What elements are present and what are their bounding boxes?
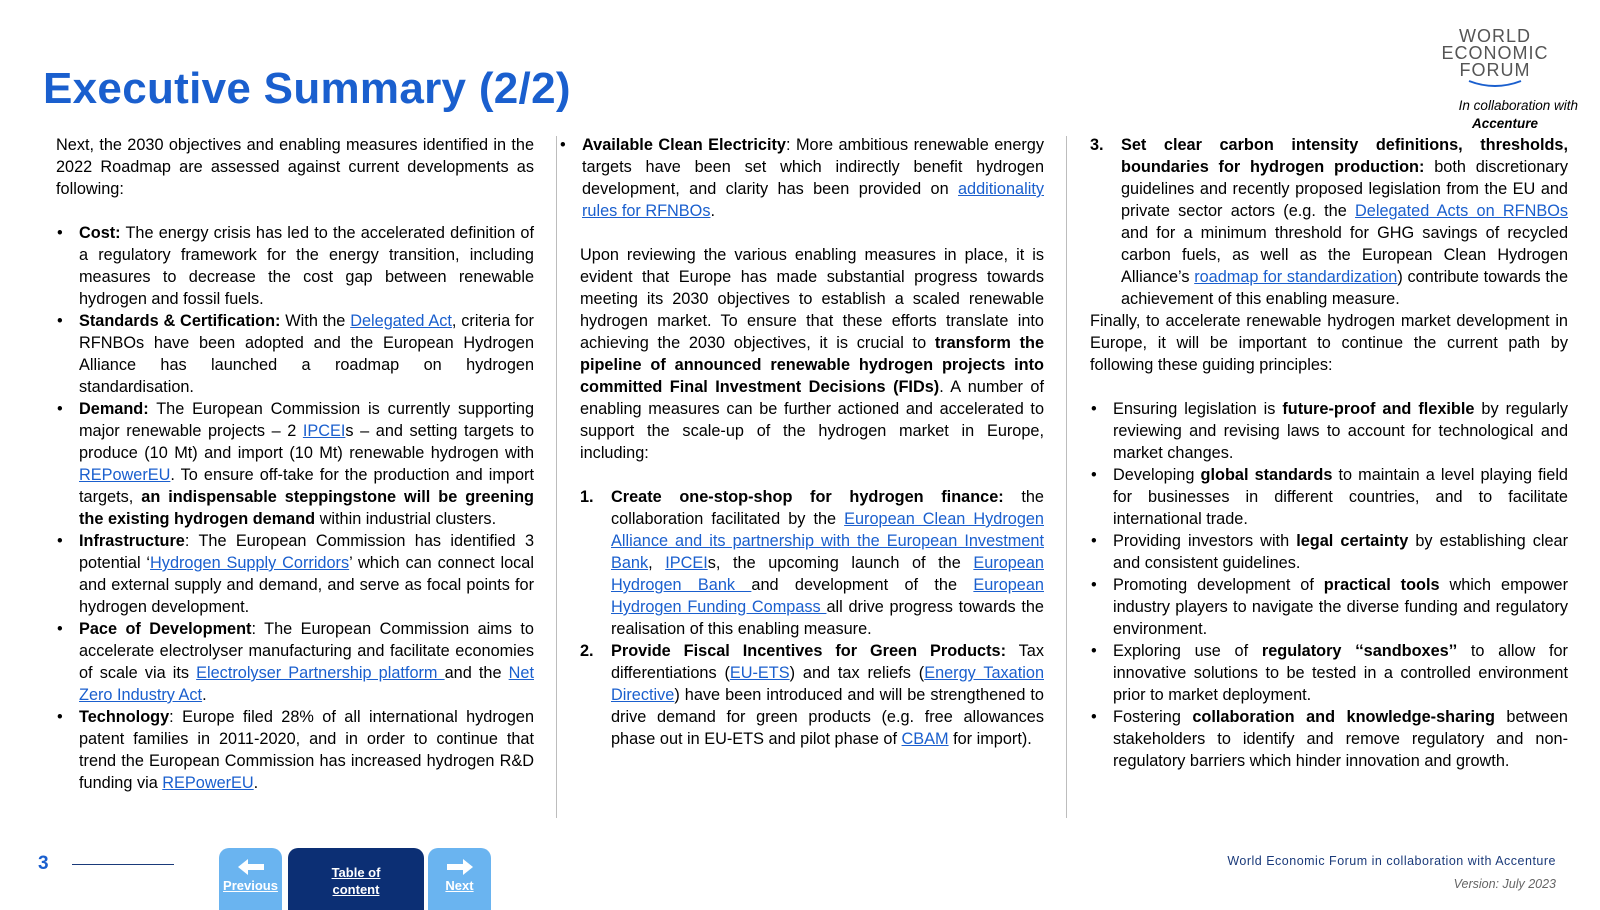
previous-button[interactable]: [219, 848, 282, 910]
link-eu-ets[interactable]: EU-ETS: [729, 664, 790, 682]
measure-item-2: 2. Provide Fiscal Incentives for Green Products: Tax differentiations (EU-ETS) and tax reliefs (Energy Taxation Directive) have been introduced and will be strengthened to drive demand for green products (e.g. free allowances phase out in EU-ETS and pilot phase of CBAM for import).: [580, 642, 1044, 748]
review-paragraph: Upon reviewing the various enabling measures in place, it is evident that Europe has made substantial progress towards meeting its 2030 objectives to establish a scaled renewable hydrogen market. To ensure that these efforts translate into achieving the 2030 objectives, it is crucial to transform the pipeline of announced renewable hydrogen projects into committed Final Investment Decisions (FIDs). A number of enabling measures can be further actioned and accelerated to support the scale-up of the hydrogen market in Europe, including:: [580, 246, 1044, 462]
enabling-measures-list: [580, 486, 1044, 750]
link-additionality-rules[interactable]: additionality rules for RFNBOs: [582, 180, 1044, 220]
footer-version: Version: July 2023: [1453, 877, 1556, 891]
link-hydrogen-supply-corridors[interactable]: Hydrogen Supply Corridors: [150, 554, 350, 572]
link-net-zero-industry-act[interactable]: Net Zero Industry Act: [79, 664, 534, 704]
assessment-list: [56, 222, 534, 794]
principle-item: • Exploring use of regulatory ‘‘sandboxes’’ to allow for innovative solutions to be tested in a controlled environment prior to market deployment.: [1090, 640, 1568, 706]
measure-item-1: 1. Create one-stop-shop for hydrogen finance: the collaboration facilitated by the European Clean Hydrogen Alliance and its partnership with the European Investment Bank, IPCEIs, the upcoming launch of the European Hydrogen Bank and development of the European Hydrogen Funding Compass all drive progress towards the realisation of this enabling measure.: [580, 488, 1044, 638]
link-clean-hydrogen-alliance[interactable]: European Clean Hydrogen Alliance and its partnership with the European Investment Bank: [611, 510, 1044, 572]
item-heading: Create one-stop-shop for hydrogen finance:: [611, 488, 1004, 506]
enabling-measures-list-cont: [1090, 134, 1568, 310]
page-number-rule: [72, 864, 174, 865]
measure-item-3: 3. Set clear carbon intensity definitions, thresholds, boundaries for hydrogen production: both discretionary guidelines and recently proposed legislation from the EU and private sector actors (e.g. the Delegated Acts on RFNBOs and for a minimum threshold for GHG savings of recycled carbon fuels, as well as the European Clean Hydrogen Alliance’s roadmap for standardization) contribute towards the achievement of this enabling measure.: [1090, 136, 1569, 308]
column-2: [580, 134, 1044, 750]
link-ipcei-2[interactable]: IPCEI: [665, 554, 708, 572]
logo-line-1: WORLD: [1459, 26, 1531, 46]
page-number: 3: [38, 853, 49, 874]
item-heading: Demand:: [79, 400, 149, 418]
electricity-list: [559, 134, 1044, 222]
table-of-contents-button[interactable]: [288, 848, 424, 910]
intro-paragraph: Next, the 2030 objectives and enabling measures identified in the 2022 Roadmap are assessed against current developments as following:: [56, 136, 534, 198]
finally-paragraph: Finally, to accelerate renewable hydrogen market development in Europe, it will be important to continue the current path by following these guiding principles:: [1090, 312, 1568, 374]
column-1: [56, 134, 534, 794]
list-item-electricity: • Available Clean Electricity: More ambitious renewable energy targets have been set which indirectly benefit hydrogen development, and clarity has been provided on additionality rules for RFNBOs.: [559, 134, 1044, 222]
next-button[interactable]: [428, 848, 491, 910]
principle-item: • Promoting development of practical tools which empower industry players to navigate the diverse funding and regulatory environment.: [1090, 574, 1568, 640]
principle-item: • Providing investors with legal certainty by establishing clear and consistent guidelines.: [1090, 530, 1568, 574]
link-cbam[interactable]: CBAM: [901, 730, 949, 748]
item-heading: Cost:: [79, 224, 121, 242]
link-hydrogen-bank[interactable]: European Hydrogen Bank: [611, 554, 1044, 594]
list-item-standards: • Standards & Certification: With the Delegated Act, criteria for RFNBOs have been adopted and the European Hydrogen Alliance has launched a roadmap on hydrogen standardisation.: [56, 310, 534, 398]
list-item-demand: • Demand: The European Commission is currently supporting major renewable projects – 2 IPCEIs – and setting targets to produce (10 Mt) and import (10 Mt) renewable hydrogen with REPowerEU. To ensure off-take for the production and import targets, an indispensable steppingstone will be greening the existing hydrogen demand within industrial clusters.: [56, 398, 534, 530]
arrow-right-icon: [445, 858, 475, 876]
column-divider-1: [556, 136, 557, 818]
link-roadmap-standardization[interactable]: roadmap for standardization: [1194, 268, 1398, 286]
guiding-principles-list: [1090, 398, 1568, 772]
principle-item: • Developing global standards to maintain a level playing field for businesses in different countries, and to facilitate international trade.: [1090, 464, 1568, 530]
item-heading: Provide Fiscal Incentives for Green Products:: [611, 642, 1006, 660]
list-item-pace: • Pace of Development: The European Commission aims to accelerate electrolyser manufacturing and facilitate economies of scale via its Electrolyser Partnership platform and the Net Zero Industry Act.: [56, 618, 534, 706]
footer-credit: [1227, 850, 1556, 896]
collab-prefix: In collaboration with: [1458, 98, 1578, 113]
logo-line-2: ECONOMIC: [1441, 43, 1549, 63]
link-delegated-act[interactable]: Delegated Act: [350, 312, 452, 330]
next-label: Next: [445, 878, 474, 893]
toc-label-2: content: [332, 882, 380, 897]
item-heading: Pace of Development: [79, 620, 252, 638]
item-heading: Technology: [79, 708, 170, 726]
logo-arc-icon: [1465, 79, 1525, 89]
previous-label: Previous: [223, 878, 278, 893]
page-title: Executive Summary (2/2): [43, 64, 571, 113]
link-funding-compass[interactable]: European Hydrogen Funding Compass: [611, 576, 1044, 616]
toc-label-1: Table of: [331, 865, 381, 880]
principle-item: • Fostering collaboration and knowledge-sharing between stakeholders to identify and remove regulatory and non-regulatory barriers which hinder innovation and growth.: [1090, 706, 1568, 772]
item-heading: Available Clean Electricity: [582, 136, 786, 154]
list-item-technology: • Technology: Europe filed 28% of all international hydrogen patent families in 2011-2020, and in order to continue that trend the European Commission has increased hydrogen R&D funding via REPowerEU.: [56, 706, 534, 794]
column-divider-2: [1066, 136, 1067, 818]
link-ipcei[interactable]: IPCEI: [302, 422, 346, 440]
wef-logo: [1440, 28, 1550, 89]
logo-line-3: FORUM: [1459, 60, 1531, 80]
link-electrolyser-partnership[interactable]: Electrolyser Partnership platform: [196, 664, 445, 682]
list-item-cost: • Cost: The energy crisis has led to the accelerated definition of a regulatory framework for the energy transition, including measures to decrease the cost gap between renewable hydrogen and fossil fuels.: [56, 222, 534, 310]
principle-item: • Ensuring legislation is future-proof and flexible by regularly reviewing and revising laws to account for technological and market changes.: [1090, 398, 1568, 464]
item-heading: Infrastructure: [79, 532, 185, 550]
arrow-left-icon: [236, 858, 266, 876]
column-3: [1090, 134, 1568, 772]
link-delegated-acts-rfnbos[interactable]: Delegated Acts on RFNBOs: [1355, 202, 1568, 220]
link-energy-taxation-directive[interactable]: Energy Taxation Directive: [611, 664, 1044, 704]
link-repowereu-2[interactable]: REPowerEU: [162, 774, 254, 792]
item-heading: Set clear carbon intensity definitions, thresholds, boundaries for hydrogen production:: [1121, 136, 1568, 176]
footer-credit-text: World Economic Forum in collaboration with Accenture: [1227, 854, 1556, 868]
list-item-infrastructure: • Infrastructure: The European Commission has identified 3 potential ‘Hydrogen Supply Corridors’ which can connect local and external supply and demand, and serve as focal points for hydrogen development.: [56, 530, 534, 618]
collaboration-note: [1459, 97, 1578, 133]
link-repowereu[interactable]: REPowerEU: [79, 466, 171, 484]
item-heading: Standards & Certification:: [79, 312, 281, 330]
collab-partner: Accenture: [1471, 116, 1538, 131]
